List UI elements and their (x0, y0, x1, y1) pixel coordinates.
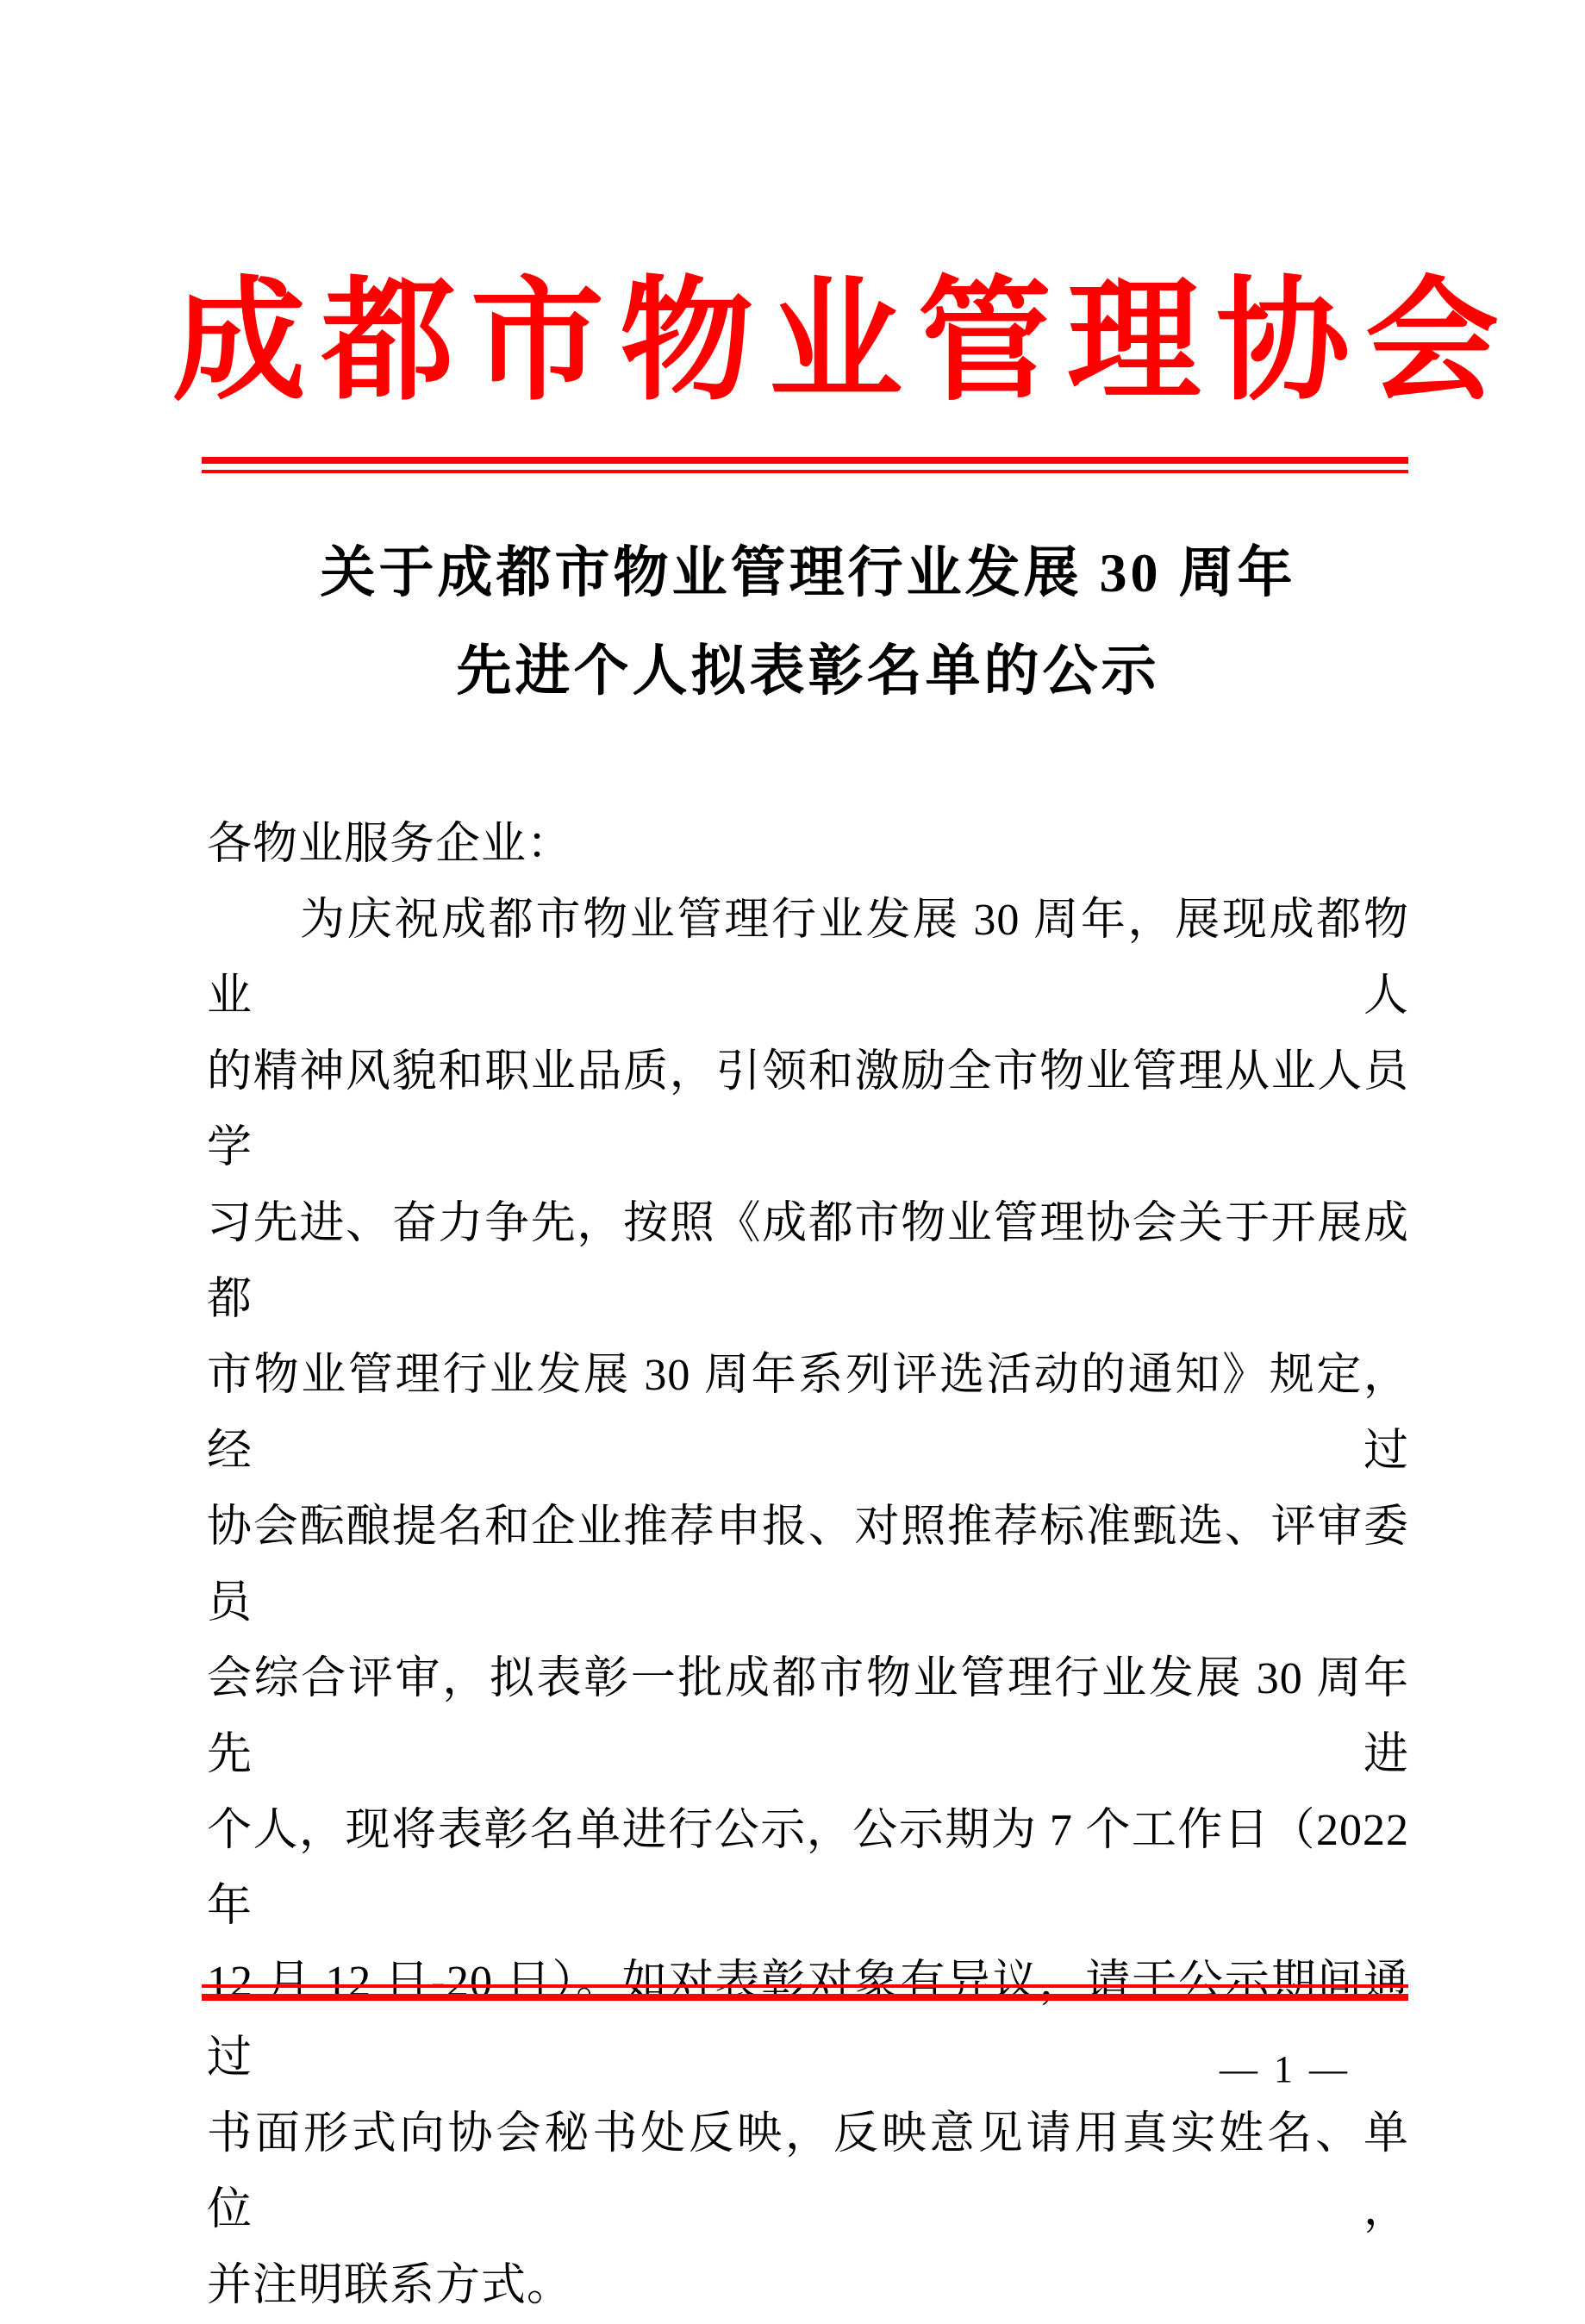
body-line: 习先进、奋力争先，按照《成都市物业管理协会关于开展成都 (207, 1199, 1409, 1324)
salutation: 各物业服务企业： (207, 820, 573, 869)
document-title (207, 524, 1409, 721)
masthead-double-rule (202, 457, 1408, 473)
document-title-line1: 关于成都市物业管理行业发展 30 周年 (320, 542, 1296, 603)
body-text (207, 807, 1409, 2324)
page-number: — 1 — (1220, 2048, 1351, 2090)
body-line: 会综合评审，拟表彰一批成都市物业管理行业发展 30 周年先进 (207, 1654, 1409, 1779)
body-line: 12 月 12 日-20 日）。如对表彰对象有异议，请于公示期间通过 (207, 1958, 1409, 2083)
footer-double-rule (202, 1984, 1408, 2001)
body-line: 书面形式向协会秘书处反映，反映意见请用真实姓名、单位， (207, 2109, 1409, 2234)
body-line: 个人，现将表彰名单进行公示，公示期为 7 个工作日（2022 年 (207, 1806, 1409, 1931)
masthead-org-name: 成都市物业管理协会 (172, 268, 1514, 416)
document-title-line2: 先进个人拟表彰名单的公示 (456, 640, 1160, 702)
body-line: 协会酝酿提名和企业推荐申报、对照推荐标准甄选、评审委员 (207, 1502, 1409, 1627)
body-line: 为庆祝成都市物业管理行业发展 30 周年，展现成都物业人 (207, 896, 1409, 1021)
body-line: 的精神风貌和职业品质，引领和激励全市物业管理从业人员学 (207, 1047, 1409, 1172)
body-line: 并注明联系方式。 (207, 2261, 573, 2310)
body-line: 市物业管理行业发展 30 周年系列评选活动的通知》规定，经过 (207, 1351, 1409, 1476)
